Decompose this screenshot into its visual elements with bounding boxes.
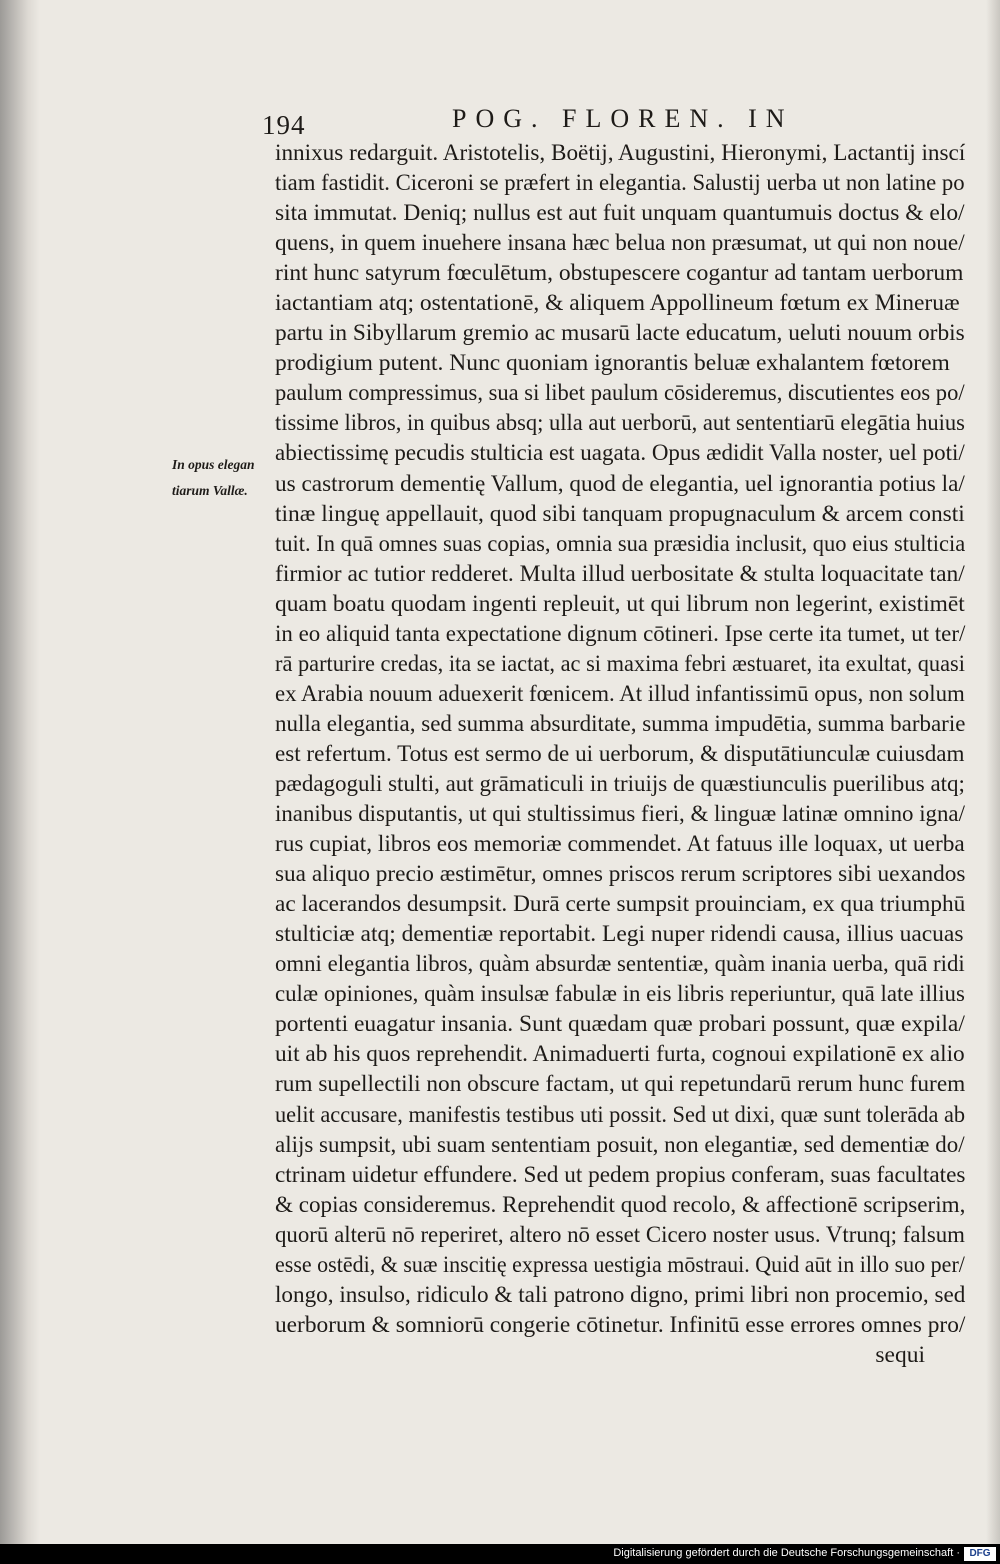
page-number: 194 [262, 110, 306, 140]
text-line: firmior ac tutior redderet. Multa illud uerbositate & stulta loquacitate tan/ [275, 560, 965, 587]
text-line: esse ostēdi, & suæ inscitię expressa uestigia mōstraui. Quid aūt in illo suo per/ [275, 1251, 965, 1278]
text-line: culæ opiniones, quàm insulsæ fabulæ in eis libris reperiuntur, quā late illius [275, 981, 965, 1008]
text-line: inanibus disputantis, ut qui stultissimus fieri, & linguæ latinæ omnino igna/ [275, 801, 965, 828]
text-line: portenti euagatur insania. Sunt quædam quæ probari possunt, quæ expila/ [275, 1011, 965, 1038]
text-line: tinæ linguę appellauit, quod sibi tanquam propugnaculum & arcem consti [275, 500, 965, 527]
text-line: rus cupiat, libros eos memoriæ commendet. At fatuus ille loquax, ut uerba [275, 831, 965, 858]
text-line: abiectissimę pecudis stulticia est uagata. Opus ædidit Valla noster, uel poti/ [275, 440, 965, 467]
text-line: rint hunc satyrum fœculētum, obstupescere cogantur ad tantam uerborum [275, 260, 964, 287]
text-line: tissime libros, in quibus absq; ulla aut uerborū, aut sententiarū elegātia huius [275, 410, 965, 437]
text-line: uerborum & somniorū congerie cōtinetur. Infinitū esse errores omnes pro/ [275, 1311, 966, 1338]
text-line: longo, insulso, ridiculo & tali patrono digno, primi libri non procemio, sed [275, 1281, 966, 1308]
marginal-note [172, 452, 272, 504]
running-head-title: POG. FLOREN. IN [452, 104, 794, 133]
text-line: rum supellectili non obscure factam, ut qui repetundarū rerum hunc furem [275, 1071, 966, 1098]
text-line: est refertum. Totus est sermo de ui uerborum, & disputātiunculæ cuiusdam [275, 740, 965, 767]
text-line: iactantiam atq; ostentationē, & aliquem Appollineum fœtum ex Mineruæ [275, 290, 960, 317]
text-line: stulticiæ atq; dementiæ reportabit. Legi nuper ridendi causa, illius uacuas [275, 921, 964, 948]
text-line: partu in Sibyllarum gremio ac musarū lacte educatum, ueluti nouum orbis [275, 320, 965, 347]
text-line: alijs sumpsit, ubi suam sententiam posuit, non elegantiæ, sed dementiæ do/ [275, 1131, 965, 1158]
catchword: sequi [875, 1341, 925, 1368]
text-line: tiam fastidit. Ciceroni se præfert in elegantia. Salustij uerba ut non latine po [275, 170, 965, 197]
text-line: quens, in quem inuehere insana hæc belua non præsumat, ut qui non noue/ [275, 230, 965, 257]
funding-credit: Digitalisierung gefördert durch die Deutsche Forschungsgemeinschaft · [613, 1547, 960, 1559]
page-edge-shadow [986, 0, 1000, 1544]
text-line: ac lacerandos desumpsit. Durā certe sumpsit prouinciam, ex qua triumphū [275, 891, 966, 918]
text-line: paulum compressimus, sua si libet paulum cōsideremus, discutientes eos po/ [275, 380, 965, 407]
text-line: uelit accusare, manifestis testibus uti possit. Sed ut dixi, quæ sunt tolerāda ab [275, 1101, 966, 1128]
text-line: prodigium putent. Nunc quoniam ignorantis beluæ exhalantem fœtorem [275, 350, 950, 377]
text-line: rā parturire credas, ita se iactat, ac si maxima febri æstuaret, ita exultat, quasi [275, 650, 965, 677]
text-line: omni elegantia libros, quàm absurdæ sententiæ, quàm inania uerba, quā ridi [275, 951, 965, 978]
text-line: tuit. In quā omnes suas copias, omnia sua præsidia inclusit, quo eius stulticia [275, 530, 966, 557]
text-line: nulla elegantia, sed summa absurditate, summa impudētia, summa barbarie [275, 710, 966, 737]
footer-bar [0, 1544, 1000, 1564]
text-line: & copias consideremus. Reprehendit quod recolo, & affectionē scripserim, [275, 1191, 966, 1218]
text-line: us castrorum dementię Vallum, quod de elegantia, uel ignorantia potius la/ [275, 470, 965, 497]
text-line: ex Arabia nouum aduexerit fœnicem. At illud infantissimū opus, non solum [275, 680, 965, 707]
text-line: sua aliquo precio æstimētur, omnes priscos rerum scriptores sibi uexandos [275, 861, 966, 888]
text-line: quam boatu quodam ingenti repleuit, ut qui librum non legerint, existimēt [275, 590, 965, 617]
marginal-note-line: tiarum Vallæ. [172, 483, 248, 498]
page-gutter-shadow [0, 0, 40, 1544]
text-line: innixus redarguit. Aristotelis, Boëtij, Augustini, Hieronymi, Lactantij inscí [275, 140, 966, 166]
text-line: pædagoguli stulti, aut grāmaticuli in triuijs de quæstiunculis puerilibus atq; [275, 770, 965, 797]
body-text [275, 138, 965, 1370]
marginal-note-line: In opus elegan [172, 457, 255, 472]
text-line: sita immutat. Deniq; nullus est aut fuit unquam quantumuis doctus & elo/ [275, 200, 965, 227]
text-line: ctrinam uidetur effundere. Sed ut pedem propius conferam, suas facultates [275, 1161, 966, 1188]
text-line: uit ab his quos reprehendit. Animaduerti furta, cognoui expilationē ex alio [275, 1041, 965, 1068]
text-line: quorū alterū nō reperiret, altero nō esset Cicero noster usus. Vtrunq; falsum [275, 1221, 965, 1248]
dfg-logo: DFG [964, 1547, 996, 1561]
text-line: in eo aliquid tanta expectatione dignum cōtineri. Ipse certe ita tumet, ut ter/ [275, 620, 966, 647]
